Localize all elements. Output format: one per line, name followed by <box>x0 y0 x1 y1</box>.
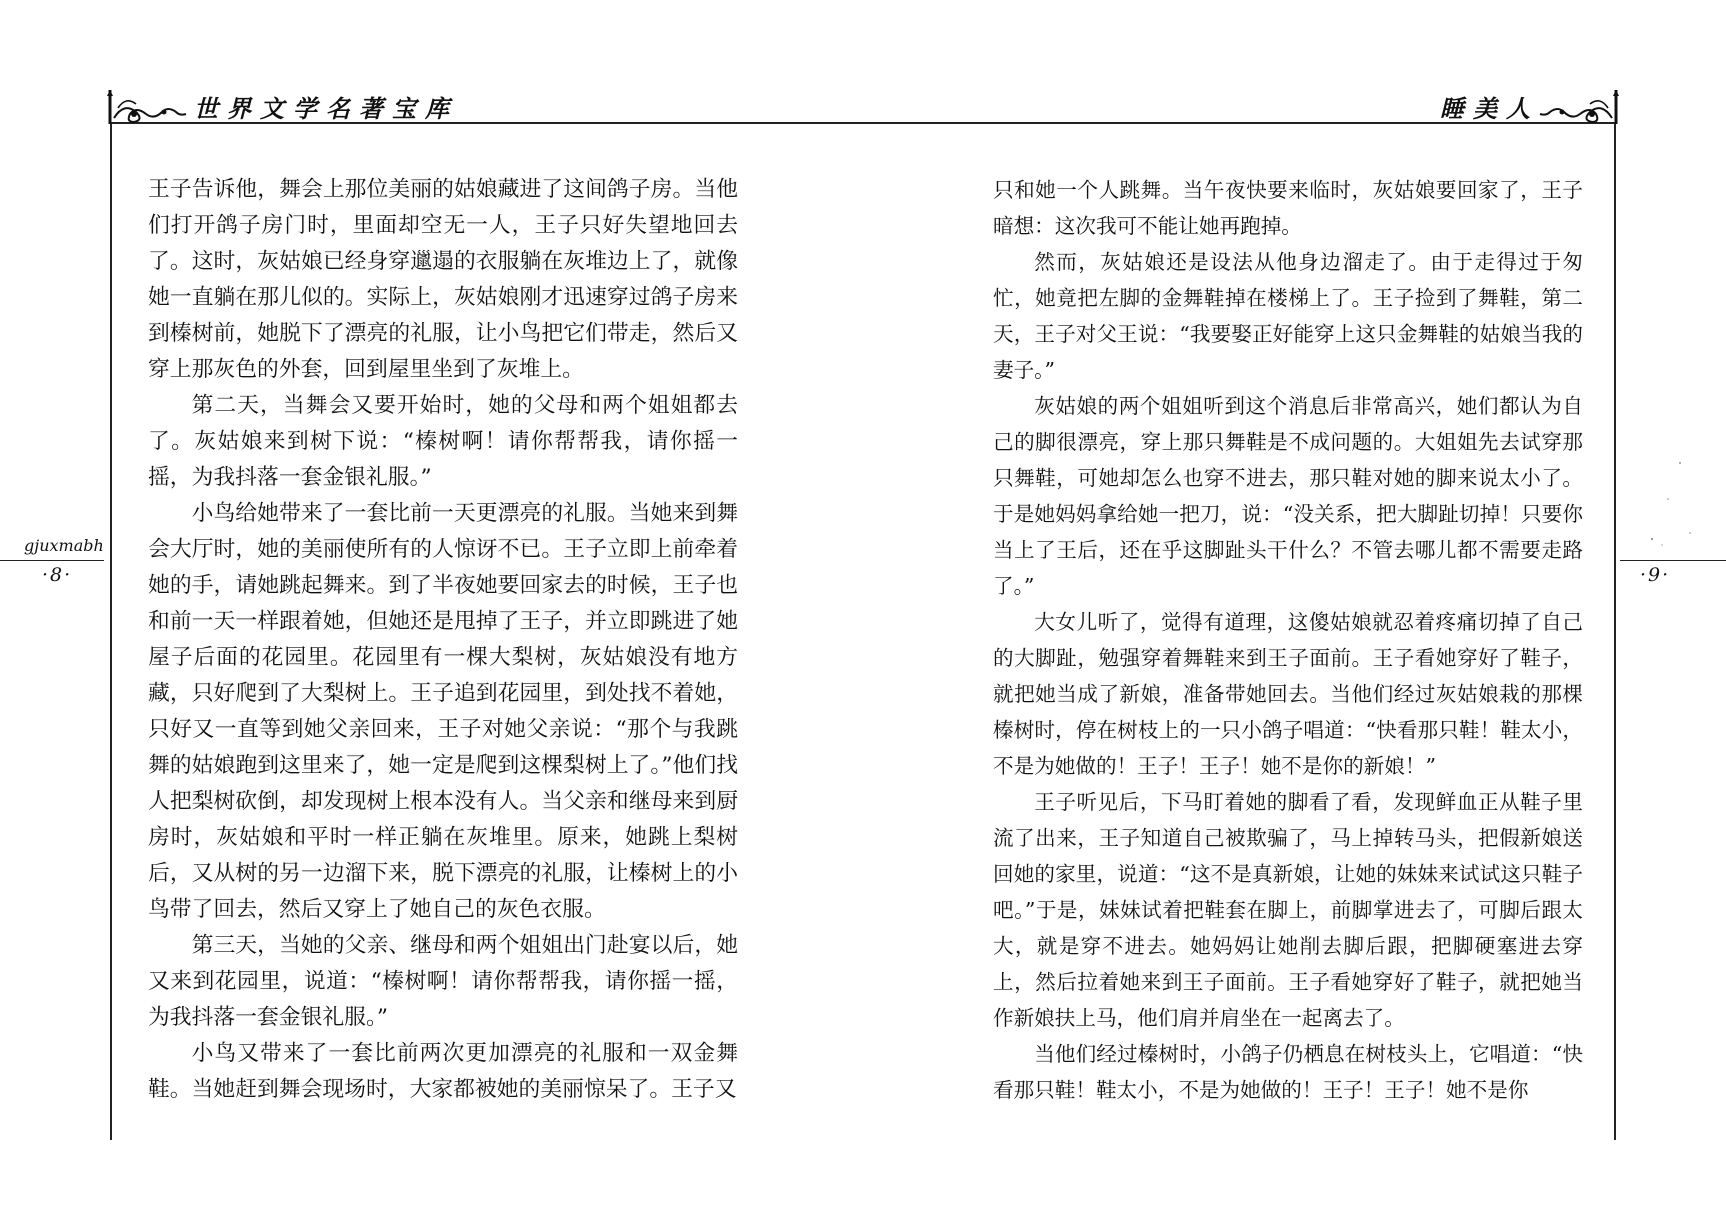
right-page-number: ·9· <box>1640 564 1671 586</box>
paragraph: 第三天，当她的父亲、继母和两个姐姐出门赴宴以后，她又来到花园里，说道：“榛树啊！请你帮帮我，请你摇一摇，为我抖落一套金银礼服。” <box>148 933 738 1030</box>
scan-speckles <box>1640 455 1700 555</box>
paragraph: 王子告诉他，舞会上那位美丽的姑娘藏进了这间鸽子房。当他们打开鸽子房门时，里面却空无一人，王子只好失望地回去了。这时，灰姑娘已经身穿邋遢的衣服躺在灰堆边上了，就像她一直躺在那儿似的。实际上，灰姑娘刚才迅速穿过鸽子房来到榛树前，她脱下了漂亮的礼服，让小鸟把它们带走，然后又穿上那灰色的外套，回到屋里坐到了灰堆上。 <box>148 177 738 382</box>
right-page-text <box>993 172 1583 1108</box>
paragraph: 小鸟给她带来了一套比前一天更漂亮的礼服。当她来到舞会大厅时，她的美丽使所有的人惊讶不已。王子立即上前牵着她的手，请她跳起舞来。到了半夜她要回家去的时候，王子也和前一天一样跟着她，但她还是甩掉了王子，并立即跳进了她屋子后面的花园里。花园里有一棵大梨树，灰姑娘没有地方藏，只好爬到了大梨树上。王子追到花园里，到处找不着她，只好又一直等到她父亲回来，王子对她父亲说：“那个与我跳舞的姑娘跑到这里来了，她一定是爬到这棵梨树上了。”他们找人把梨树砍倒，却发现树上根本没有人。当父亲和继母来到厨房时，灰姑娘和平时一样正躺在灰堆里。原来，她跳上梨树后，又从树的另一边溜下来，脱下漂亮的礼服，让榛树上的小鸟带了回去，然后又穿上了她自己的灰色衣服。 <box>148 501 738 922</box>
paragraph: 大女儿听了，觉得有道理，这傻姑娘就忍着疼痛切掉了自己的大脚趾，勉强穿着舞鞋来到王子面前。王子看她穿好了鞋子，就把她当成了新娘，准备带她回去。当他们经过灰姑娘栽的那棵榛树时，停在树枝上的一只小鸽子唱道：“快看那只鞋！鞋太小，不是为她做的！王子！王子！她不是你的新娘！” <box>993 610 1583 778</box>
left-frame-line <box>110 122 112 1140</box>
right-flourish-ornament <box>1530 88 1622 126</box>
paragraph: 第二天，当舞会又要开始时，她的父母和两个姐姐都去了。灰姑娘来到树下说：“榛树啊！请你帮帮我，请你摇一摇，为我抖落一套金银礼服。” <box>148 393 738 490</box>
paragraph: 王子听见后，下马盯着她的脚看了看，发现鲜血正从鞋子里流了出来，王子知道自己被欺骗了，马上掉转马头，把假新娘送回她的家里，说道：“这不是真新娘，让她的妹妹来试试这只鞋子吧。”于是，妹妹试着把鞋套在脚上，前脚掌进去了，可脚后跟太大，就是穿不进去。她妈妈让她削去脚后跟，把脚硬塞进去穿上，然后拉着她来到王子面前。王子看她穿好了鞋子，就把她当作新娘扶上马，他们肩并肩坐在一起离去了。 <box>993 790 1583 1030</box>
left-margin-tick <box>0 560 104 561</box>
right-margin-tick <box>1620 560 1726 561</box>
left-flourish-ornament <box>104 88 194 126</box>
paragraph: 当他们经过榛树时，小鸽子仍栖息在树枝头上，它唱道：“快看那只鞋！鞋太小，不是为她做的！王子！王子！她不是你 <box>993 1042 1583 1102</box>
paragraph: 小鸟又带来了一套比前两次更加漂亮的礼服和一双金舞鞋。当她赶到舞会现场时，大家都被她的美丽惊呆了。王子又 <box>148 1041 738 1102</box>
paragraph: 然而，灰姑娘还是设法从他身边溜走了。由于走得过于匆忙，她竟把左脚的金舞鞋掉在楼梯上了。王子捡到了舞鞋，第二天，王子对父王说：“我要娶正好能穿上这只金舞鞋的姑娘当我的妻子。” <box>993 250 1583 382</box>
left-page-text <box>148 172 738 1108</box>
margin-script-text: gjuxmabh <box>24 536 104 555</box>
paragraph: 只和她一个人跳舞。当午夜快要来临时，灰姑娘要回家了，王子暗想：这次我可不能让她再跑掉。 <box>993 178 1583 238</box>
right-header-title: 睡美人 <box>1440 94 1539 123</box>
paragraph: 灰姑娘的两个姐姐听到这个消息后非常高兴，她们都认为自己的脚很漂亮，穿上那只舞鞋是不成问题的。大姐姐先去试穿那只舞鞋，可她却怎么也穿不进去，那只鞋对她的脚来说太小了。于是她妈妈拿给她一把刀，说：“没关系，把大脚趾切掉！只要你当上了王后，还在乎这脚趾头干什么？不管去哪儿都不需要走路了。” <box>993 394 1583 598</box>
left-header-title: 世界文学名著宝库 <box>194 94 458 123</box>
left-page-number: ·8· <box>42 564 73 586</box>
right-frame-line <box>1614 122 1616 1140</box>
